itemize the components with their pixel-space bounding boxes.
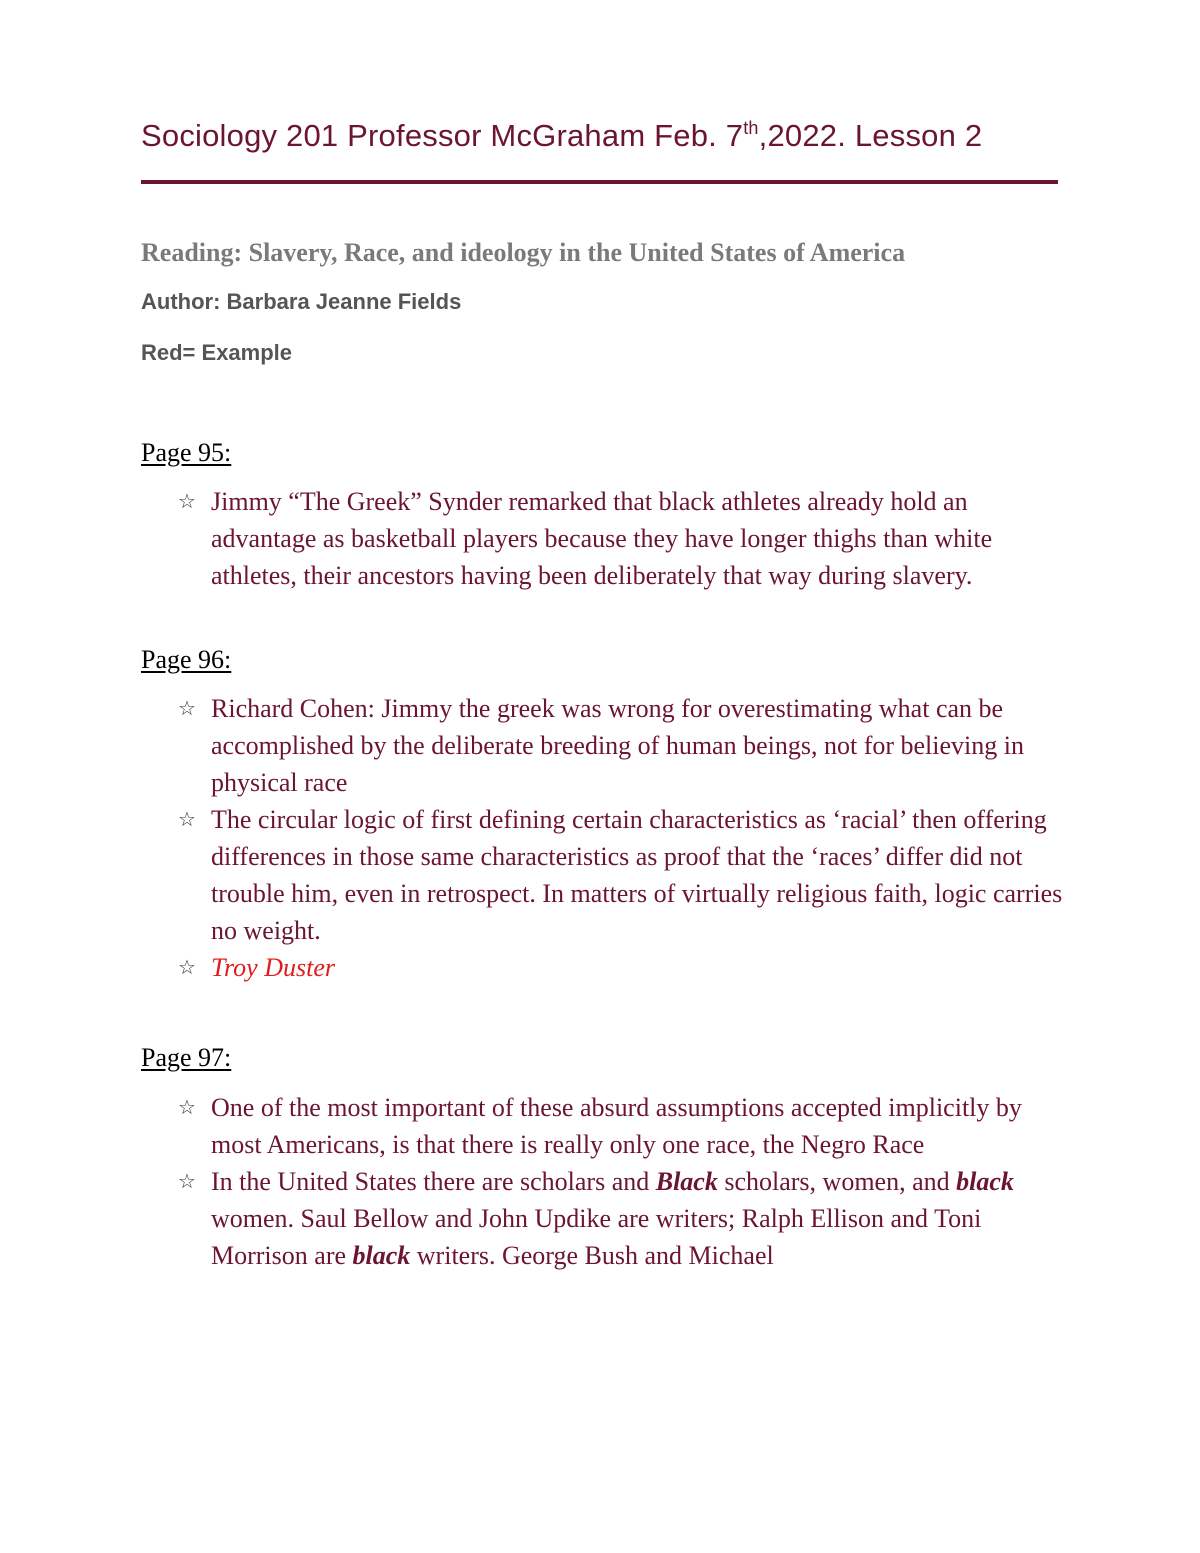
list-item [176, 690, 1076, 801]
page-label-95: Page 95: [141, 438, 232, 467]
list-item [176, 949, 1076, 986]
bullet-list-page-97 [176, 1089, 1076, 1274]
star-outline-icon: ☆ [178, 1169, 196, 1193]
list-item [176, 801, 1076, 949]
star-outline-icon: ☆ [178, 1095, 196, 1119]
page-label-96: Page 96: [141, 645, 232, 674]
bullet-text: Richard Cohen: Jimmy the greek was wrong for overestimating what can be accomplished by the deliberate breeding of human beings, not for believing in physical race [211, 694, 1024, 797]
author-line: Author: Barbara Jeanne Fields [141, 289, 462, 314]
star-outline-icon: ☆ [178, 807, 196, 831]
document-title [141, 118, 982, 154]
bullet-text: Jimmy “The Greek” Synder remarked that black athletes already hold an advantage as basketball players because they have longer thighs than white athletes, their ancestors having been deliberately that way during slavery. [211, 487, 993, 590]
star-outline-icon: ☆ [178, 489, 196, 513]
bullet-text: One of the most important of these absurd assumptions accepted implicitly by most Americans, is that there is really only one race, the Negro Race [211, 1093, 1022, 1159]
bullet-list-page-95 [176, 483, 1076, 594]
bullet-list-page-96 [176, 690, 1076, 986]
title-suffix: ,2022. Lesson 2 [758, 118, 983, 153]
text-segment: In the United States there are scholars and [211, 1167, 656, 1196]
emphasis-black: black [956, 1167, 1014, 1196]
list-item [176, 1089, 1076, 1163]
page-label-97: Page 97: [141, 1043, 232, 1072]
example-text: Troy Duster [211, 953, 335, 982]
reading-heading: Reading: Slavery, Race, and ideology in the United States of America [141, 238, 906, 267]
color-legend: Red= Example [141, 340, 293, 365]
text-segment: scholars, women, and [717, 1167, 957, 1196]
title-prefix: Sociology 201 Professor McGraham Feb. 7 [141, 118, 744, 153]
list-item [176, 483, 1076, 594]
bullet-text [211, 1167, 1014, 1270]
star-outline-icon: ☆ [178, 955, 196, 979]
text-segment: writers. George Bush and Michael [410, 1241, 774, 1270]
bullet-text: The circular logic of first defining certain characteristics as ‘racial’ then offering differences in those same characteristics as proof that the ‘races’ differ did not trouble him, even in retrospect. In matters of virtually religious faith, logic carries no weight. [211, 805, 1063, 945]
title-superscript: th [743, 118, 759, 138]
title-divider [141, 180, 1058, 184]
emphasis-black: black [352, 1241, 411, 1270]
star-outline-icon: ☆ [178, 696, 196, 720]
text-segment: women. Saul Bellow and John Updike are writers; Ralph Ellison and Toni Morrison are [211, 1204, 982, 1270]
list-item [176, 1163, 1076, 1274]
emphasis-black: Black [655, 1167, 718, 1196]
